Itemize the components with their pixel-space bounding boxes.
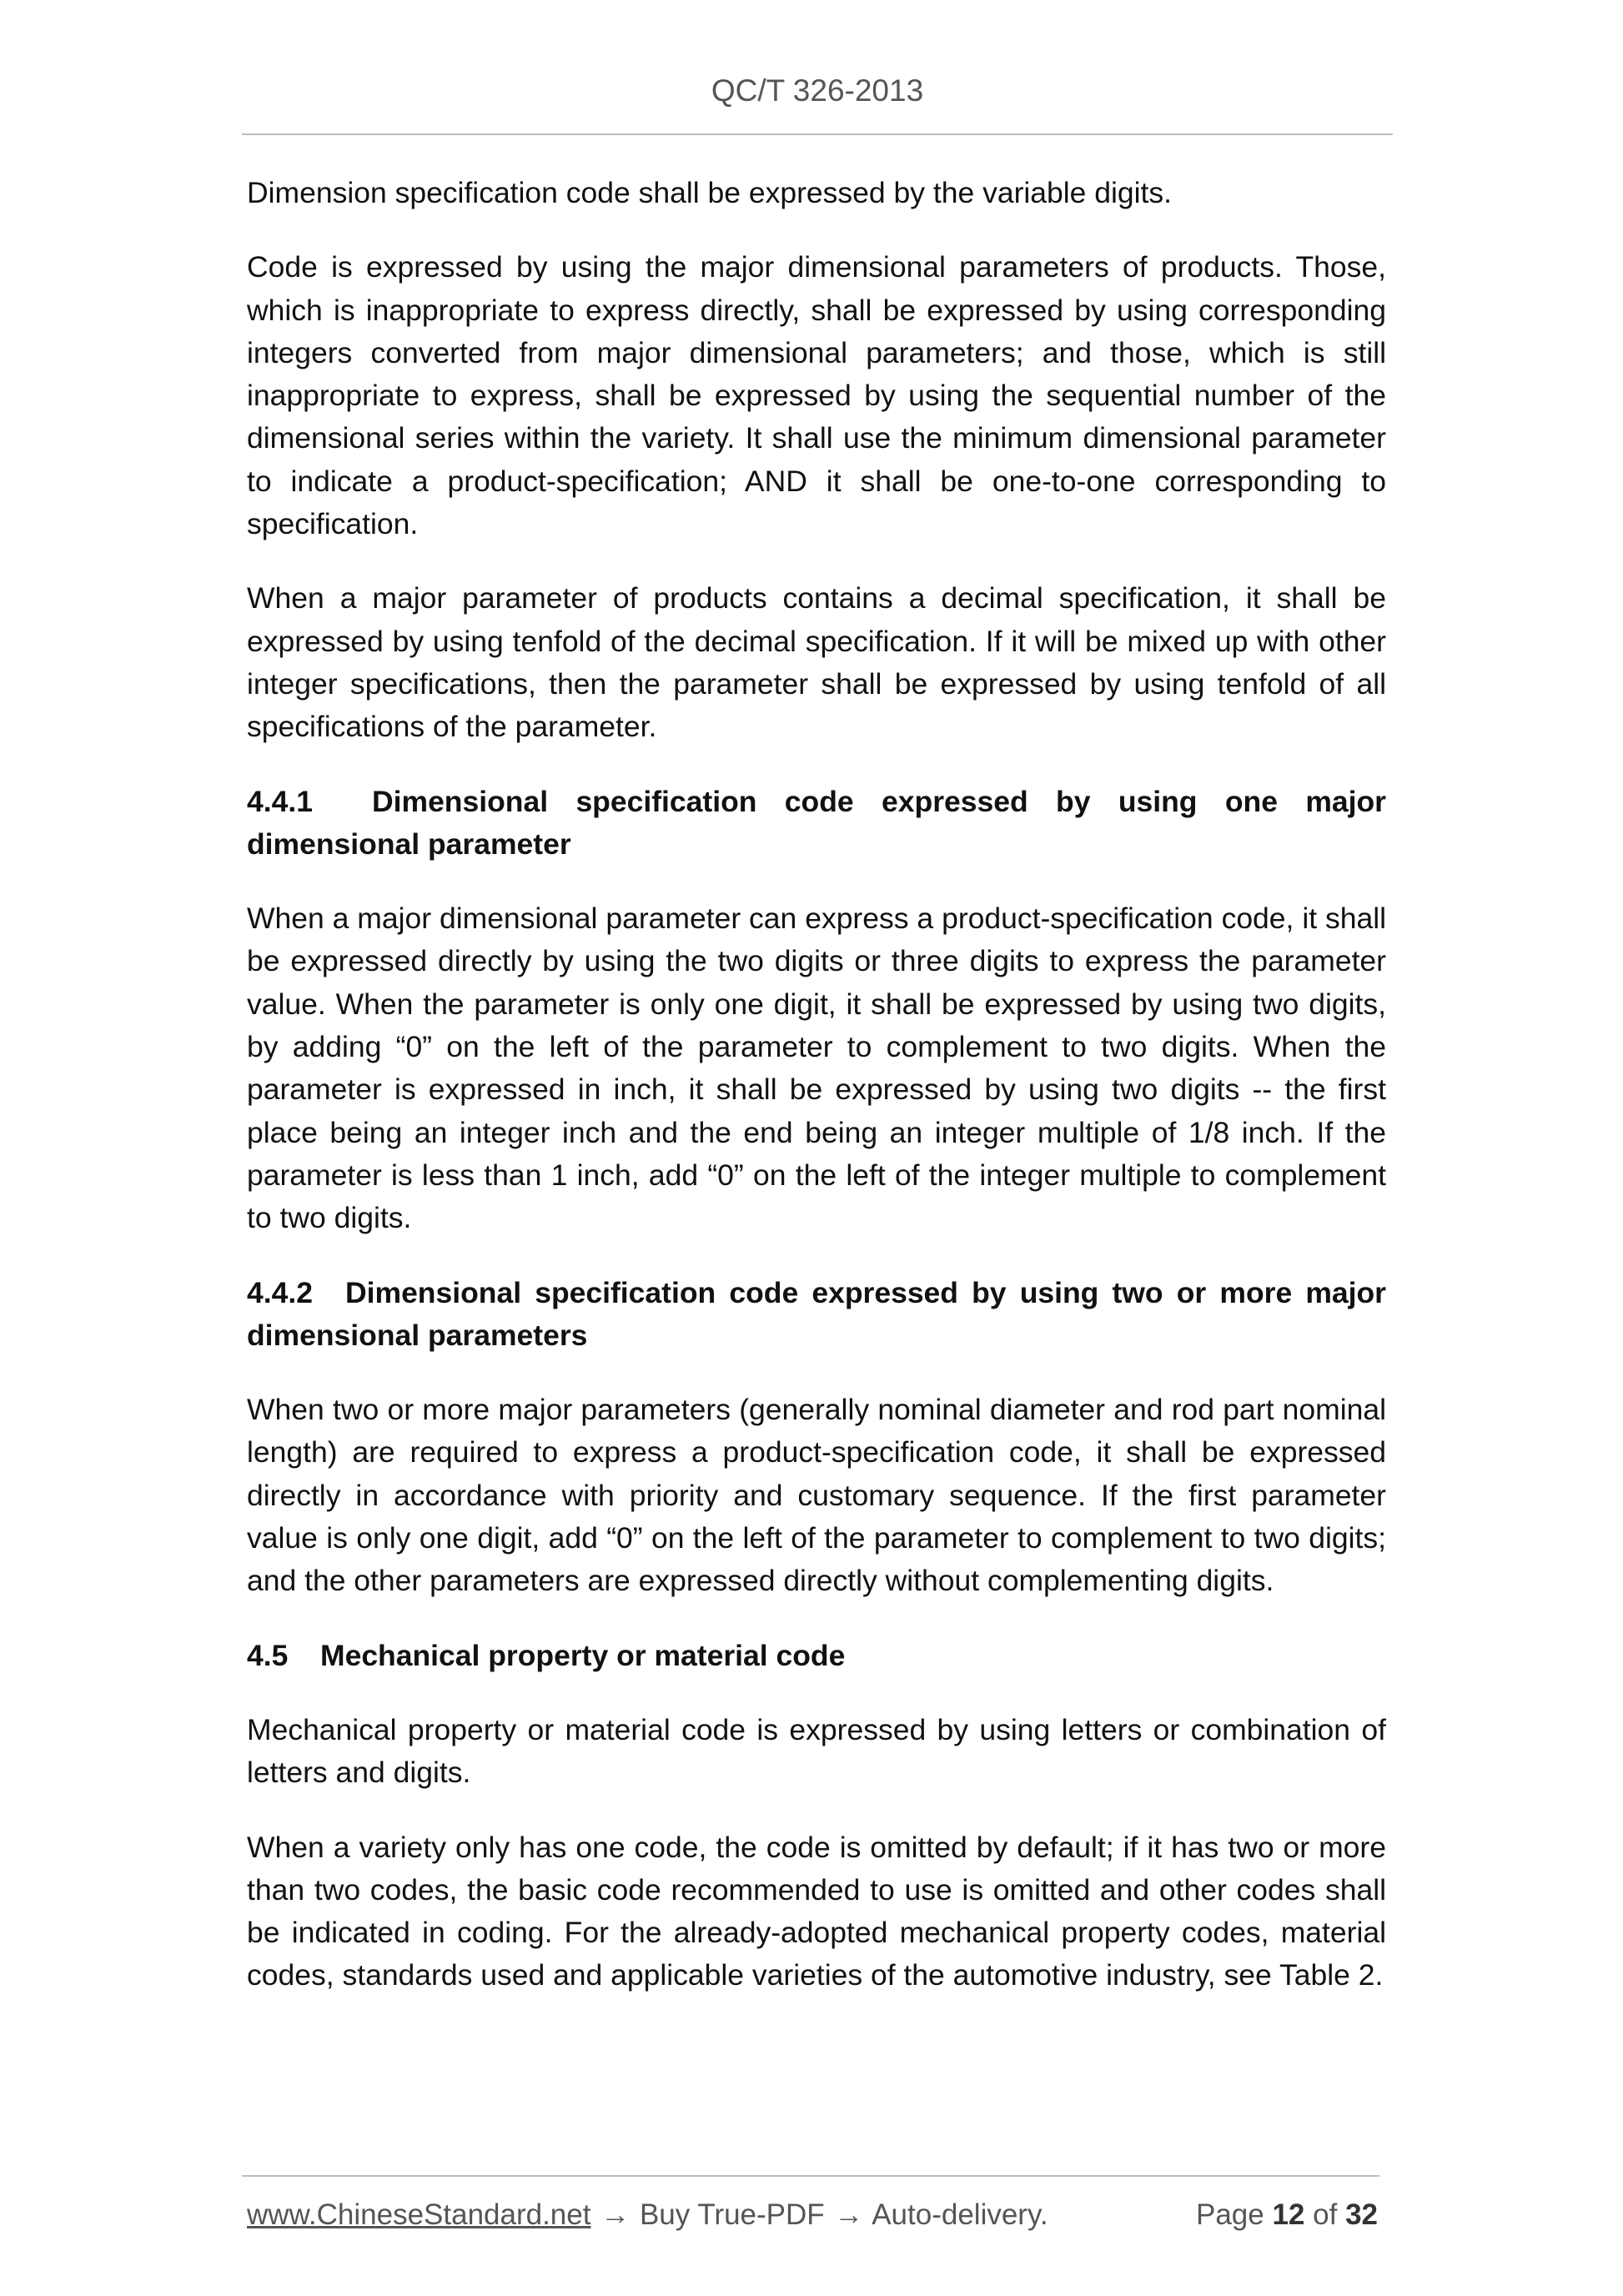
section-title: Mechanical property or material code bbox=[320, 1638, 846, 1672]
section-number: 4.4.2 bbox=[247, 1275, 313, 1309]
section-title: Dimensional specification code expressed by using one major dimensional parameter bbox=[247, 784, 1386, 861]
header-divider bbox=[242, 133, 1393, 135]
page-body bbox=[247, 172, 1386, 2029]
section-heading-4-5 bbox=[247, 1635, 1386, 1677]
paragraph-code-omission: When a variety only has one code, the code is omitted by default; if it has two or more than two codes, the basic code recommended to use is omitted and other codes shall be indicated in coding. For the already-adopted mechanical property codes, material codes, standards used and applicable varieties of the automotive industry, see Table 2. bbox=[247, 1830, 1386, 1992]
arrow-right-icon: → bbox=[834, 2198, 864, 2231]
of-label: of bbox=[1313, 2198, 1338, 2231]
website-link[interactable]: www.ChineseStandard.net bbox=[247, 2198, 591, 2231]
page-header: QC/T 326-2013 bbox=[711, 73, 924, 108]
section-number: 4.5 bbox=[247, 1638, 289, 1672]
section-title: Dimensional specification code expressed by using two or more major dimensional parameters bbox=[247, 1275, 1386, 1352]
page-total: 32 bbox=[1345, 2198, 1378, 2231]
section-heading-4-4-2 bbox=[247, 1272, 1386, 1358]
auto-delivery-text: Auto-delivery. bbox=[872, 2198, 1048, 2231]
paragraph-material-code: Mechanical property or material code is expressed by using letters or combination of letters and digits. bbox=[247, 1712, 1386, 1790]
arrow-right-icon: → bbox=[600, 2198, 631, 2231]
page-current: 12 bbox=[1272, 2198, 1305, 2231]
paragraph-code-expression: Code is expressed by using the major dimensional parameters of products. Those, which is inappropriate to express directly, shall be expressed by using corresponding integers converted from major dimensional parameters; and those, which is still inappropriate to express, shall be expressed by using the sequential number of the dimensional series within the variety. It shall use the minimum dimensional parameter to indicate a product-specification; AND it shall be one-to-one corresponding to specification. bbox=[247, 250, 1386, 541]
paragraph-decimal-specification: When a major parameter of products contains a decimal specification, it shall be expressed by using tenfold of the decimal specification. If it will be mixed up with other integer specifications, then the parameter shall be expressed by using tenfold of all specifications of the parameter. bbox=[247, 581, 1386, 744]
footer-divider bbox=[242, 2175, 1379, 2177]
page-footer bbox=[247, 2198, 1378, 2232]
section-heading-4-4-1 bbox=[247, 781, 1386, 867]
paragraph-two-parameters: When two or more major parameters (generally nominal diameter and rod part nominal length) are required to express a product-specification code, it shall be expressed directly in accordance with priority and customary sequence. If the first parameter value is only one digit, add “0” on the left of the parameter to complement to two digits; and the other parameters are expressed directly without complementing digits. bbox=[247, 1393, 1386, 1598]
paragraph-one-parameter: When a major dimensional parameter can express a product-specification code, it shall be expressed directly by using the two digits or three digits to express the parameter value. When the parameter is only one digit, it shall be expressed by using two digits, by adding “0” on the left of the parameter to complement to two digits. When the parameter is expressed in inch, it shall be expressed by using two digits -- the first place being an integer inch and the end being an integer multiple of 1/8 inch. If the parameter is less than 1 inch, add “0” on the left of the integer multiple to complement to two digits. bbox=[247, 902, 1386, 1235]
section-number: 4.4.1 bbox=[247, 784, 313, 818]
paragraph-variable-digits: Dimension specification code shall be expressed by the variable digits. bbox=[247, 176, 1172, 209]
page-label: Page bbox=[1195, 2198, 1264, 2231]
page-number bbox=[1196, 2198, 1378, 2232]
buy-pdf-text: Buy True-PDF bbox=[639, 2198, 825, 2231]
